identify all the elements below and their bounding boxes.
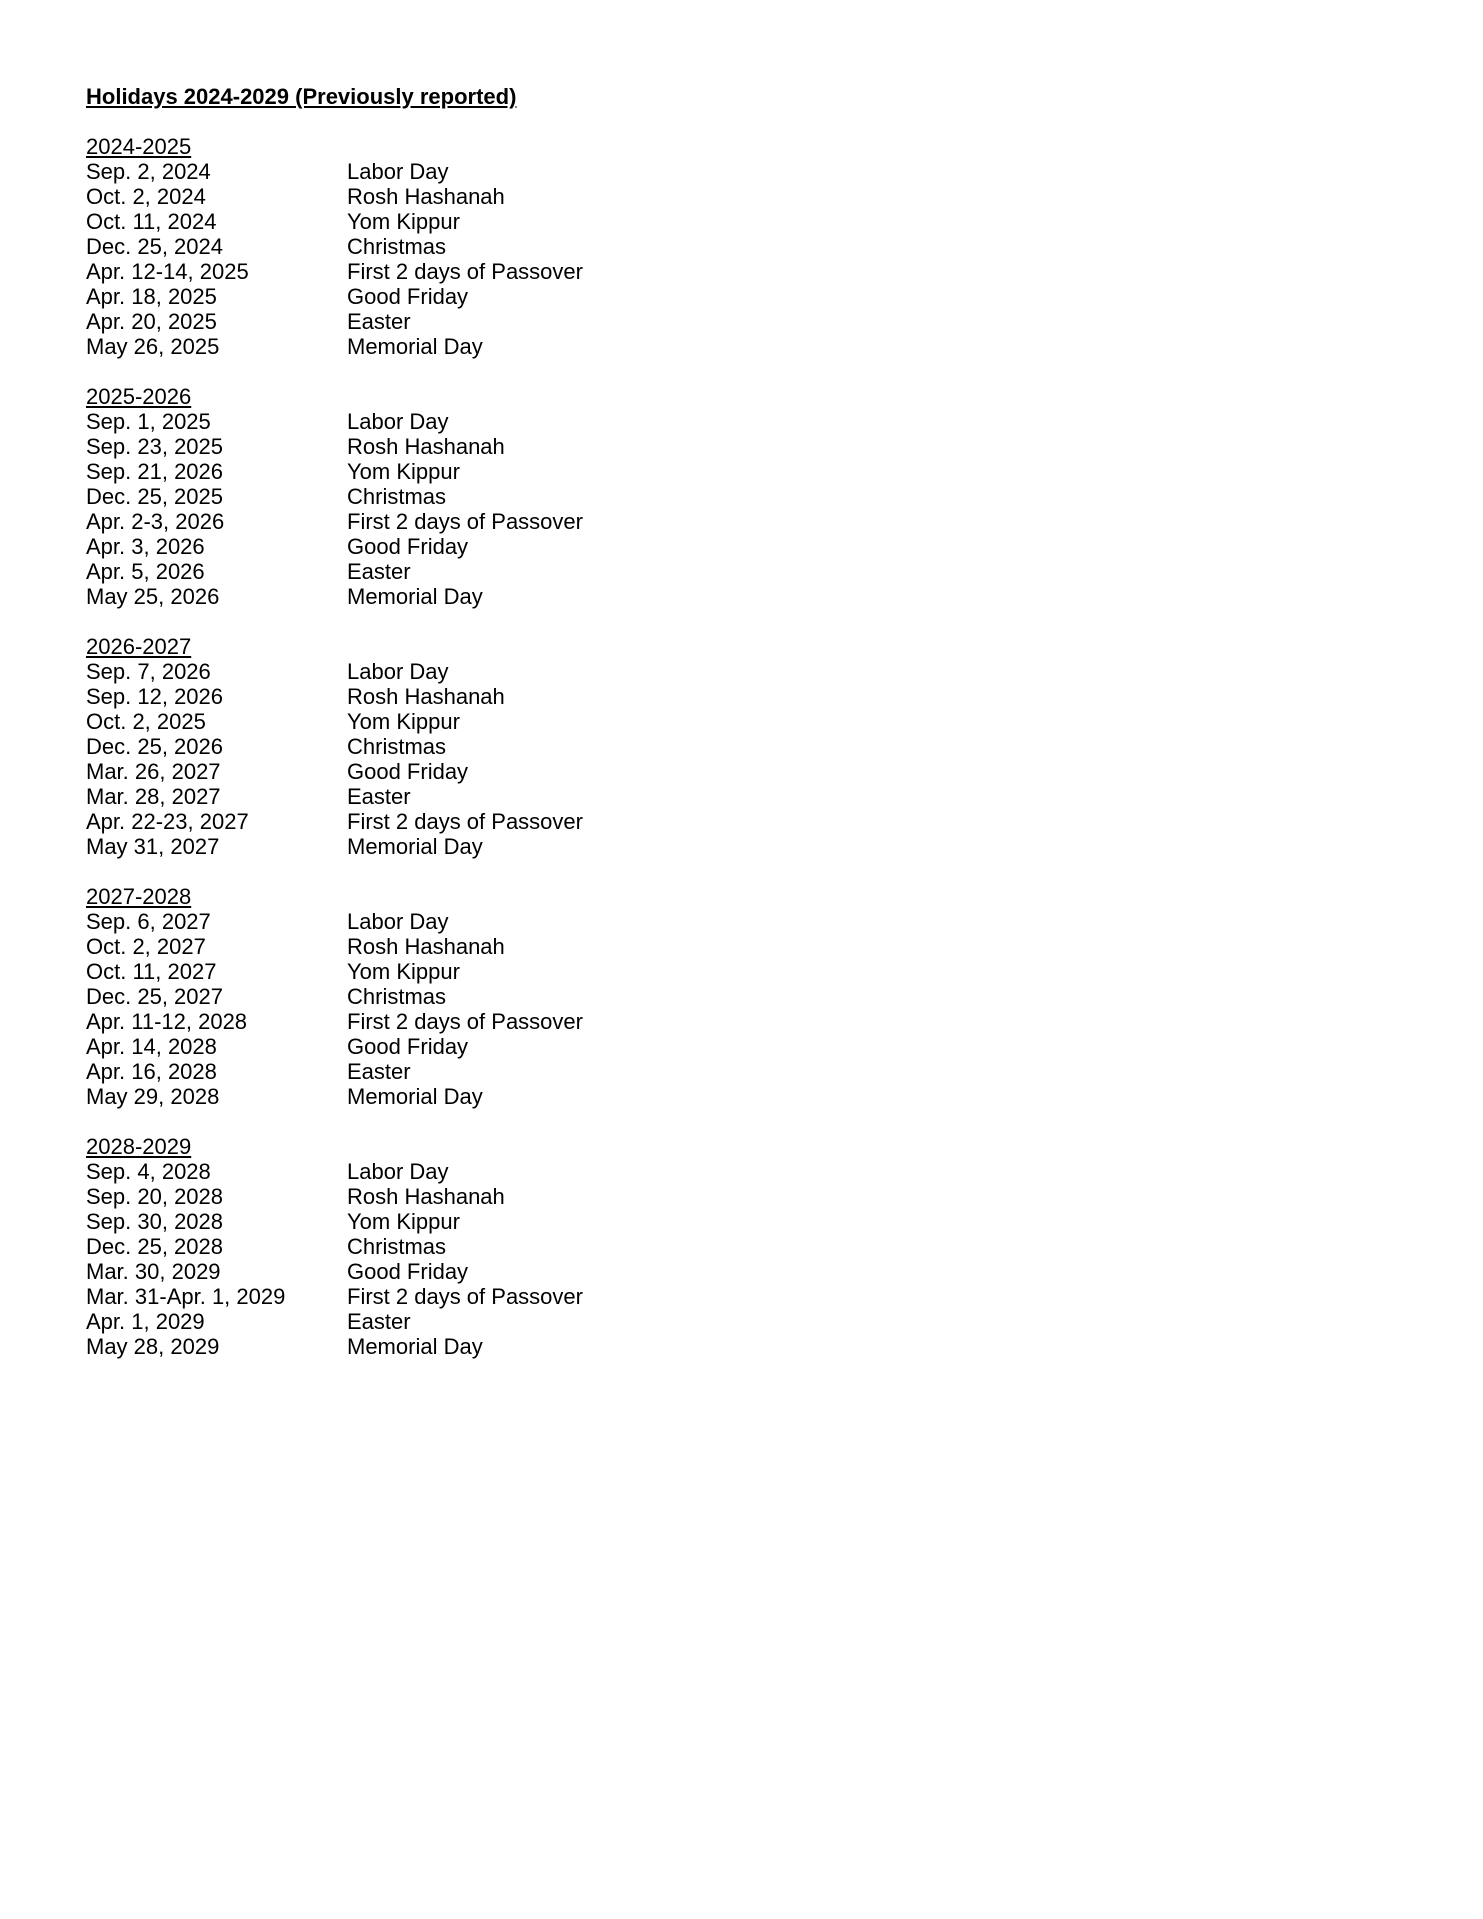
holiday-date: Apr. 11-12, 2028	[86, 1009, 248, 1034]
holiday-name: Yom Kippur	[347, 459, 460, 484]
holiday-row	[86, 1184, 986, 1209]
holiday-name: Christmas	[347, 984, 447, 1009]
holiday-name: Christmas	[347, 234, 447, 259]
holiday-name: Easter	[347, 559, 411, 584]
holiday-date: Mar. 31-Apr. 1, 2029	[86, 1284, 286, 1309]
holiday-date: Oct. 2, 2027	[86, 934, 206, 959]
holiday-row	[86, 909, 986, 934]
holiday-date: Oct. 11, 2024	[86, 209, 217, 234]
holiday-row	[86, 1059, 986, 1084]
holiday-date: May 26, 2025	[86, 334, 220, 359]
holiday-date: Apr. 16, 2028	[86, 1059, 217, 1084]
holiday-name: Rosh Hashanah	[347, 434, 505, 459]
holiday-section	[86, 1134, 986, 1359]
holiday-name: Yom Kippur	[347, 1209, 460, 1234]
holiday-date: Oct. 11, 2027	[86, 959, 217, 984]
holiday-date: Sep. 6, 2027	[86, 909, 211, 934]
holiday-date: Oct. 2, 2024	[86, 184, 206, 209]
holiday-date: May 31, 2027	[86, 834, 220, 859]
holiday-date: Mar. 26, 2027	[86, 759, 221, 784]
holiday-name: First 2 days of Passover	[347, 809, 583, 834]
holiday-row	[86, 1209, 986, 1234]
holiday-row	[86, 1309, 986, 1334]
holiday-date: Apr. 22-23, 2027	[86, 809, 249, 834]
holiday-name: First 2 days of Passover	[347, 1284, 583, 1309]
holiday-date: Sep. 30, 2028	[86, 1209, 224, 1234]
holiday-name: Labor Day	[347, 409, 449, 434]
holiday-date: Dec. 25, 2024	[86, 234, 223, 259]
holiday-row	[86, 984, 986, 1009]
holiday-row	[86, 734, 986, 759]
holiday-date: Apr. 2-3, 2026	[86, 509, 225, 534]
holiday-row	[86, 159, 986, 184]
holiday-date: Apr. 5, 2026	[86, 559, 205, 584]
holiday-row	[86, 559, 986, 584]
holiday-date: Sep. 1, 2025	[86, 409, 211, 434]
holiday-section	[86, 884, 986, 1109]
holiday-date: Dec. 25, 2027	[86, 984, 223, 1009]
holiday-row	[86, 459, 986, 484]
holiday-name: Memorial Day	[347, 584, 483, 609]
holiday-date: May 28, 2029	[86, 1334, 220, 1359]
holiday-date: Sep. 21, 2026	[86, 459, 224, 484]
holiday-name: Christmas	[347, 484, 447, 509]
holiday-name: Easter	[347, 309, 411, 334]
holiday-row	[86, 509, 986, 534]
holiday-name: First 2 days of Passover	[347, 259, 583, 284]
holiday-date: Dec. 25, 2028	[86, 1234, 223, 1259]
holiday-date: Dec. 25, 2026	[86, 734, 223, 759]
holiday-name: Yom Kippur	[347, 209, 460, 234]
holiday-row	[86, 534, 986, 559]
holiday-row	[86, 1234, 986, 1259]
holiday-name: Memorial Day	[347, 834, 483, 859]
holiday-row	[86, 784, 986, 809]
holiday-name: First 2 days of Passover	[347, 1009, 583, 1034]
holiday-name: Yom Kippur	[347, 959, 460, 984]
holiday-date: Apr. 18, 2025	[86, 284, 217, 309]
holiday-row	[86, 584, 986, 609]
holiday-date: Sep. 2, 2024	[86, 159, 211, 184]
holiday-date: Sep. 12, 2026	[86, 684, 224, 709]
holiday-date: Sep. 23, 2025	[86, 434, 224, 459]
holiday-name: Good Friday	[347, 1259, 469, 1284]
holiday-row	[86, 284, 986, 309]
holiday-date: May 25, 2026	[86, 584, 220, 609]
holiday-name: Rosh Hashanah	[347, 934, 505, 959]
holiday-section	[86, 634, 986, 859]
holiday-date: Apr. 12-14, 2025	[86, 259, 249, 284]
holiday-name: Labor Day	[347, 909, 449, 934]
holiday-date: Mar. 28, 2027	[86, 784, 221, 809]
holiday-name: First 2 days of Passover	[347, 509, 583, 534]
holiday-row	[86, 1259, 986, 1284]
page-title: Holidays 2024-2029 (Previously reported)	[86, 84, 517, 109]
holiday-row	[86, 184, 986, 209]
holiday-name: Rosh Hashanah	[347, 684, 505, 709]
holiday-date: Oct. 2, 2025	[86, 709, 206, 734]
section-heading: 2024-2025	[86, 134, 192, 159]
holiday-name: Labor Day	[347, 159, 449, 184]
holiday-name: Good Friday	[347, 759, 469, 784]
section-heading: 2028-2029	[86, 1134, 192, 1159]
holiday-date: Apr. 20, 2025	[86, 309, 217, 334]
holiday-row	[86, 209, 986, 234]
holiday-name: Good Friday	[347, 534, 469, 559]
holiday-row	[86, 1334, 986, 1359]
holiday-name: Good Friday	[347, 284, 469, 309]
holiday-row	[86, 1034, 986, 1059]
holiday-name: Memorial Day	[347, 1084, 483, 1109]
holiday-row	[86, 1009, 986, 1034]
holiday-row	[86, 309, 986, 334]
holiday-date: Apr. 3, 2026	[86, 534, 205, 559]
holiday-row	[86, 1284, 986, 1309]
holiday-name: Rosh Hashanah	[347, 184, 505, 209]
holiday-row	[86, 1084, 986, 1109]
holiday-name: Good Friday	[347, 1034, 469, 1059]
document-page	[86, 84, 986, 1384]
holiday-row	[86, 234, 986, 259]
holiday-section	[86, 384, 986, 609]
holiday-name: Easter	[347, 1309, 411, 1334]
holiday-name: Labor Day	[347, 659, 449, 684]
holiday-name: Easter	[347, 1059, 411, 1084]
holiday-name: Christmas	[347, 1234, 447, 1259]
holiday-date: May 29, 2028	[86, 1084, 220, 1109]
holiday-row	[86, 434, 986, 459]
holiday-name: Memorial Day	[347, 334, 483, 359]
holiday-date: Sep. 4, 2028	[86, 1159, 211, 1184]
holiday-date: Sep. 7, 2026	[86, 659, 211, 684]
holiday-row	[86, 659, 986, 684]
section-heading: 2026-2027	[86, 634, 192, 659]
holiday-name: Yom Kippur	[347, 709, 460, 734]
holiday-row	[86, 684, 986, 709]
holiday-row	[86, 334, 986, 359]
holiday-row	[86, 959, 986, 984]
section-heading: 2027-2028	[86, 884, 192, 909]
holiday-row	[86, 709, 986, 734]
holiday-name: Easter	[347, 784, 411, 809]
holiday-date: Apr. 14, 2028	[86, 1034, 217, 1059]
holiday-date: Apr. 1, 2029	[86, 1309, 205, 1334]
holiday-sections	[86, 134, 986, 1359]
holiday-date: Sep. 20, 2028	[86, 1184, 224, 1209]
holiday-date: Mar. 30, 2029	[86, 1259, 221, 1284]
holiday-section	[86, 134, 986, 359]
holiday-name: Rosh Hashanah	[347, 1184, 505, 1209]
holiday-row	[86, 259, 986, 284]
holiday-row	[86, 834, 986, 859]
holiday-row	[86, 484, 986, 509]
holiday-row	[86, 1159, 986, 1184]
holiday-row	[86, 809, 986, 834]
holiday-name: Memorial Day	[347, 1334, 483, 1359]
holiday-row	[86, 934, 986, 959]
holiday-name: Labor Day	[347, 1159, 449, 1184]
holiday-name: Christmas	[347, 734, 447, 759]
holiday-date: Dec. 25, 2025	[86, 484, 223, 509]
section-heading: 2025-2026	[86, 384, 192, 409]
holiday-row	[86, 759, 986, 784]
holiday-row	[86, 409, 986, 434]
